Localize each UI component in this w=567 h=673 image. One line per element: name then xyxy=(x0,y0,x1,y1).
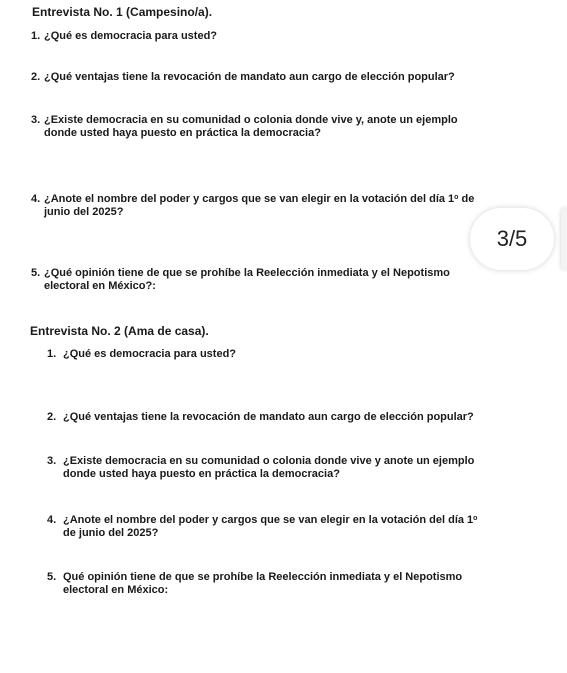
s1-question-3-line-2: donde usted haya puesto en práctica la democracia? xyxy=(44,126,321,139)
s1-question-5 xyxy=(31,267,511,292)
s1-question-2-text: ¿Qué ventajas tiene la revocación de mandato aun cargo de elección popular? xyxy=(44,71,455,83)
s1-question-1-text: ¿Qué es democracia para usted? xyxy=(44,30,218,42)
s2-question-3-number: 3. xyxy=(47,455,57,467)
s1-question-4-line-2: junio del 2025? xyxy=(44,205,124,218)
s2-question-2-text: ¿Qué ventajas tiene la revocación de mandato aun cargo de elección popular? xyxy=(63,411,474,423)
s2-question-4-line-1-text: ¿Anote el nombre del poder y cargos que se van elegir en la votación del día 1 xyxy=(63,514,474,526)
s1-question-3-number: 3. xyxy=(31,114,41,126)
s1-question-3-line-1: ¿Existe democracia en su comunidad o colonia donde vive y, anote un ejemplo xyxy=(44,114,458,126)
s1-question-5-number: 5. xyxy=(31,267,41,279)
s2-question-3-line-2: donde usted haya puesto en práctica la democracia? xyxy=(63,467,340,480)
section-2-title: Entrevista No. 2 (Ama de casa). xyxy=(30,324,209,338)
s1-question-4 xyxy=(31,193,531,218)
s1-question-4-line-1-text: ¿Anote el nombre del poder y cargos que se van elegir en la votación del día 1 xyxy=(44,193,455,205)
s1-question-5-line-2: electoral en México?: xyxy=(44,279,156,292)
s2-question-2 xyxy=(47,411,537,424)
s2-question-5-line-2: electoral en México: xyxy=(63,583,169,596)
s2-question-3-line-1: ¿Existe democracia en su comunidad o colonia donde vive y anote un ejemplo xyxy=(63,455,475,467)
s1-question-4-line-1-end: de xyxy=(458,193,475,205)
s2-question-5-line-1: Qué opinión tiene de que se prohíbe la Reelección inmediata y el Nepotismo xyxy=(63,571,463,583)
s2-question-5-number: 5. xyxy=(47,571,57,583)
s2-question-4-line-2: de junio del 2025? xyxy=(63,526,159,539)
s2-question-4 xyxy=(47,514,547,539)
s1-question-2 xyxy=(31,71,511,84)
side-handle[interactable] xyxy=(561,208,567,270)
s2-question-4-superscript: o xyxy=(473,515,478,522)
s1-question-4-line-1 xyxy=(44,193,531,206)
s1-question-3 xyxy=(31,114,511,139)
s2-question-2-number: 2. xyxy=(47,411,57,423)
s2-question-1-number: 1. xyxy=(47,348,57,360)
s1-question-1-number: 1. xyxy=(31,30,41,42)
s2-question-4-line-1 xyxy=(63,514,547,527)
s1-question-4-superscript: o xyxy=(454,194,459,201)
section-1-title: Entrevista No. 1 (Campesino/a). xyxy=(32,5,213,19)
s1-question-5-line-1: ¿Qué opinión tiene de que se prohíbe la Reelección inmediata y el Nepotismo xyxy=(44,267,450,279)
s2-question-3 xyxy=(47,455,537,480)
s2-question-5 xyxy=(47,571,537,596)
s2-question-4-number: 4. xyxy=(47,514,57,526)
s1-question-1 xyxy=(31,30,471,43)
s2-question-1 xyxy=(47,348,487,361)
s2-question-1-text: ¿Qué es democracia para usted? xyxy=(63,348,237,360)
s1-question-2-number: 2. xyxy=(31,71,41,83)
s1-question-4-number: 4. xyxy=(31,193,41,205)
page-indicator: 3/5 xyxy=(470,208,554,270)
